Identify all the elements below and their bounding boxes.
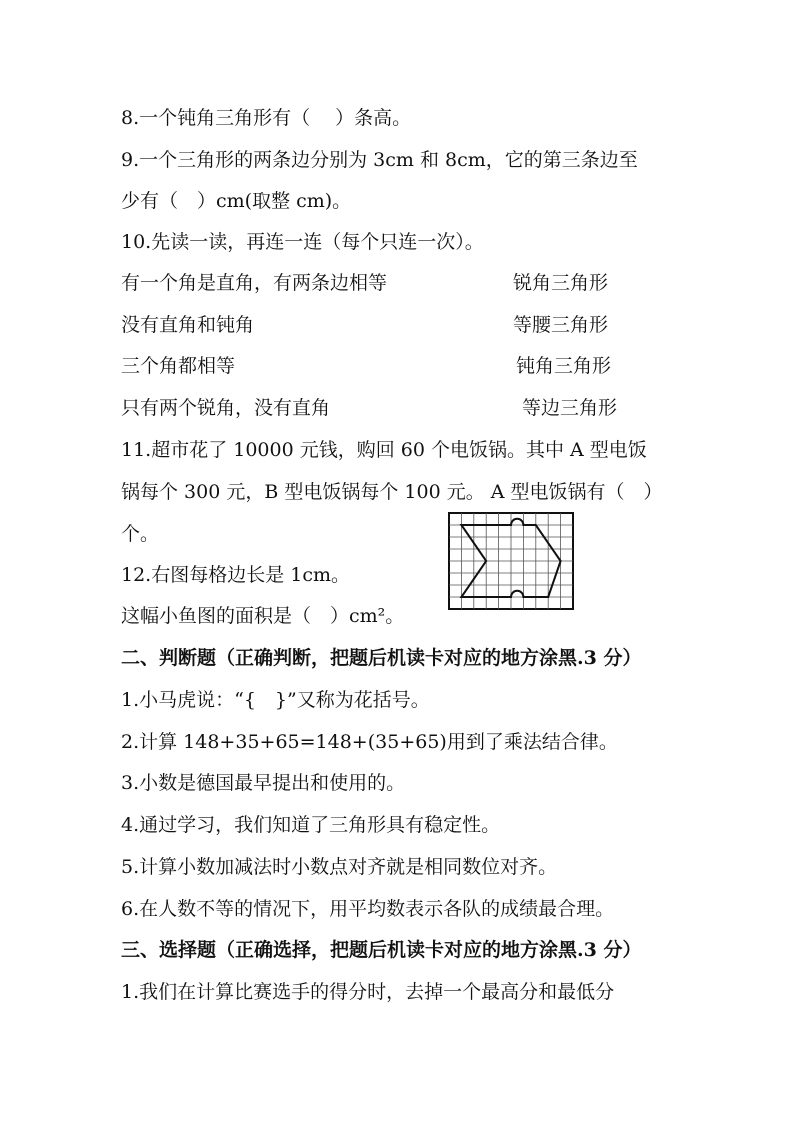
section2-heading: 二、判断题（正确判断，把题后机读卡对应的地方涂黑.3 分） (121, 647, 642, 669)
q12-line1: 12.右图每格边长是 1cm。 (121, 564, 351, 586)
q12-line2: 这幅小鱼图的面积是（ ）cm²。 (121, 605, 405, 627)
q9-line1: 9.一个三角形的两条边分别为 3cm 和 8cm，它的第三条边至 (121, 149, 638, 171)
q10-left-2: 没有直角和钝角 (121, 314, 255, 336)
q10-left-4: 只有两个锐角，没有直角 (121, 397, 331, 419)
s2-item-5: 5.计算小数加减法时小数点对齐就是相同数位对齐。 (121, 856, 558, 878)
s2-item-1: 1.小马虎说：“{ }”又称为花括号。 (121, 689, 430, 711)
q11-line1: 11.超市花了 10000 元钱，购回 60 个电饭锅。其中 A 型电饭 (121, 439, 647, 461)
q10-title: 10.先读一读，再连一连（每个只连一次）。 (121, 231, 484, 253)
s3-item-1: 1.我们在计算比赛选手的得分时，去掉一个最高分和最低分 (121, 981, 615, 1003)
q8: 8.一个钝角三角形有（ ）条高。 (121, 107, 412, 129)
q10-left-3: 三个角都相等 (121, 355, 236, 377)
q10-right-1: 锐角三角形 (513, 272, 609, 294)
q10-right-2: 等腰三角形 (513, 314, 609, 336)
q9-line2: 少有（ ）cm(取整 cm)。 (121, 190, 352, 212)
section3-heading: 三、选择题（正确选择，把题后机读卡对应的地方涂黑.3 分） (121, 939, 642, 961)
s2-item-3: 3.小数是德国最早提出和使用的。 (121, 772, 406, 794)
fish-grid-figure (448, 512, 574, 610)
q10-right-4: 等边三角形 (522, 397, 618, 419)
q11-line2: 锅每个 300 元，B 型电饭锅每个 100 元。 A 型电饭锅有（ ） (121, 481, 663, 503)
s2-item-2: 2.计算 148+35+65=148+(35+65)用到了乘法结合律。 (121, 731, 618, 753)
s2-item-6: 6.在人数不等的情况下，用平均数表示各队的成绩最合理。 (121, 898, 615, 920)
q10-right-3: 钝角三角形 (516, 355, 612, 377)
s2-item-4: 4.通过学习，我们知道了三角形具有稳定性。 (121, 814, 501, 836)
q10-left-1: 有一个角是直角，有两条边相等 (121, 272, 388, 294)
q11-line3: 个。 (121, 523, 160, 545)
